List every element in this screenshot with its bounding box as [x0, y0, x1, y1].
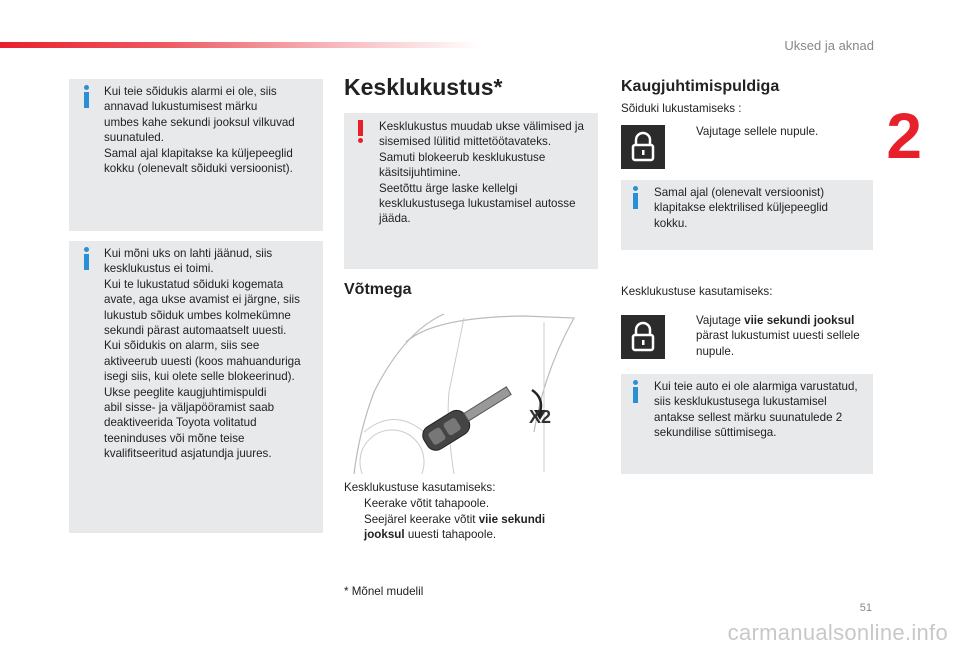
remote-lock-label: Sõiduki lukustamiseks : — [621, 102, 742, 115]
info-icon — [83, 85, 91, 109]
info-icon — [632, 380, 640, 404]
remote-heading: Kaugjuhtimispuldiga — [621, 78, 780, 95]
key-use-label: Kesklukustuse kasutamiseks: — [344, 481, 496, 494]
warning-note-text: Kesklukustus muudab ukse välimised ja sisemised lülitid mittetöötavateks. Samuti blokeerub kesklukustuse käsitsijuhtimine. Seetõttu ärge laske kellelgi kesklukustusega lukustamisel autosse jääda. — [379, 120, 584, 226]
remote-use-label: Kesklukustuse kasutamiseks: — [621, 285, 773, 298]
info-note-no-alarm-text: Kui teie auto ei ole alarmiga varustatud, siis kesklukustusega lukustamisel antakse sellest märku suunatulede 2 sekundilise sūttimisega. — [654, 380, 858, 440]
info-note-door-open-text: Kui mõni uks on lahti jäänud, siis kesklukustus ei toimi. Kui te lukustatud sõiduki kogemata avate, aga ukse avamist ei järgne, siis lukustub sõiduk umbes kolmekümne sekundi pärast automaatselt uuesti. Kui sõidukis on alarm, siis see aktiveerub uuesti (koos mahuanduriga isegi siis, kui olete selle blokeerinud). Ukse peeglite kaugjuhtimispuldi abil sisse- ja väljapööramist saab deaktiveerida Toyota volitatud teeninduses või mõne teise kvalifitseeritud asjatundja juures. — [104, 247, 301, 461]
lock-button-icon — [621, 315, 665, 359]
info-icon — [83, 247, 91, 271]
section-header: Uksed ja aknad — [784, 38, 874, 53]
info-icon — [632, 186, 640, 210]
info-note-alarm-text: Kui teie sõidukis alarmi ei ole, siis annavad lukustumisest märku umbes kahe sekundi jooksul vilkuvad suunatuled. Samal ajal klapitakse ka küljepeeglid kokku (olenevalt sõiduki versioonist). — [104, 85, 295, 176]
key-heading: Võtmega — [344, 281, 412, 298]
page-number: 51 — [859, 602, 872, 614]
key-turn-illustration — [344, 312, 598, 474]
x2-label: X2 — [529, 407, 552, 427]
page-title: Kesklukustus* — [344, 74, 503, 100]
footnote: * Mõnel mudelil — [344, 585, 424, 598]
info-note-mirrors-text: Samal ajal (olenevalt versioonist) klapitakse elektrilised küljepeeglid kokku. — [654, 186, 829, 230]
warning-icon — [357, 120, 365, 144]
chapter-color-bar — [0, 42, 480, 48]
watermark: carmanualsonline.info — [727, 620, 948, 645]
lock-button-icon — [621, 125, 665, 169]
chapter-number: 2 — [886, 100, 922, 172]
